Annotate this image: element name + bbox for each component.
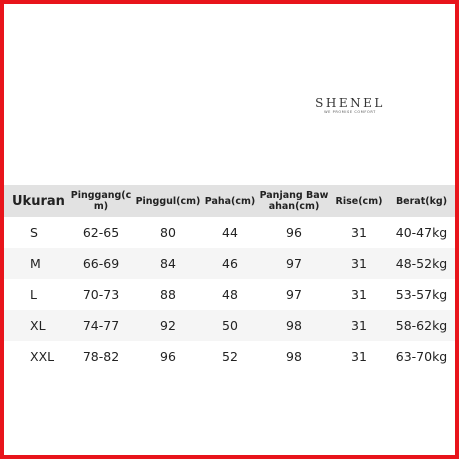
cell-rise: 31 [351, 225, 367, 240]
cell-length: 97 [286, 287, 302, 302]
header-weight: Berat(kg) [388, 185, 455, 217]
table-row [4, 310, 455, 341]
table-row [4, 248, 455, 279]
brand-name: SHENEL [315, 96, 385, 110]
cell-length: 98 [258, 310, 330, 341]
cell-rise: 31 [351, 287, 367, 302]
brand-tagline: WE PROMISE COMFORT [324, 110, 376, 114]
header-hip: Pinggul(cm) [134, 185, 202, 217]
cell-length: 96 [286, 225, 302, 240]
cell-size: XXL [30, 349, 55, 364]
cell-hip: 88 [160, 287, 176, 302]
cell-hip: 96 [160, 349, 176, 364]
cell-hip: 80 [160, 225, 176, 240]
cell-rise: 31 [351, 349, 367, 364]
table-row [4, 341, 455, 372]
table-row [4, 279, 455, 310]
cell-thigh: 44 [222, 225, 238, 240]
cell-hip: 84 [134, 248, 202, 279]
cell-waist: 62-65 [82, 225, 120, 240]
cell-hip: 92 [134, 310, 202, 341]
header-waist: Pinggang(cm) [68, 185, 134, 217]
cell-weight: 63-70kg [395, 349, 448, 364]
size-chart-table [4, 185, 455, 372]
cell-length: 97 [258, 248, 330, 279]
cell-weight: 48-52kg [388, 248, 455, 279]
table-header-row [4, 185, 455, 217]
cell-rise: 31 [330, 310, 388, 341]
cell-weight: 58-62kg [388, 310, 455, 341]
cell-thigh: 46 [202, 248, 258, 279]
cell-size: L [30, 287, 37, 302]
cell-thigh: 48 [222, 287, 238, 302]
cell-waist: 74-77 [68, 310, 134, 341]
cell-waist: 78-82 [82, 349, 120, 364]
brand-logo [312, 96, 388, 115]
cell-size: S [30, 225, 38, 240]
cell-size: XL [4, 310, 68, 341]
cell-waist: 70-73 [82, 287, 120, 302]
cell-thigh: 50 [202, 310, 258, 341]
cell-thigh: 52 [222, 349, 238, 364]
cell-size: M [4, 248, 68, 279]
header-size: Ukuran [4, 185, 68, 217]
cell-weight: 40-47kg [395, 225, 448, 240]
header-rise: Rise(cm) [330, 185, 388, 217]
cell-waist: 66-69 [68, 248, 134, 279]
cell-length: 98 [286, 349, 302, 364]
cell-weight: 53-57kg [395, 287, 448, 302]
header-thigh: Paha(cm) [202, 185, 258, 217]
cell-rise: 31 [330, 248, 388, 279]
table-row [4, 217, 455, 248]
header-length: Panjang Bawahan(cm) [258, 185, 330, 217]
